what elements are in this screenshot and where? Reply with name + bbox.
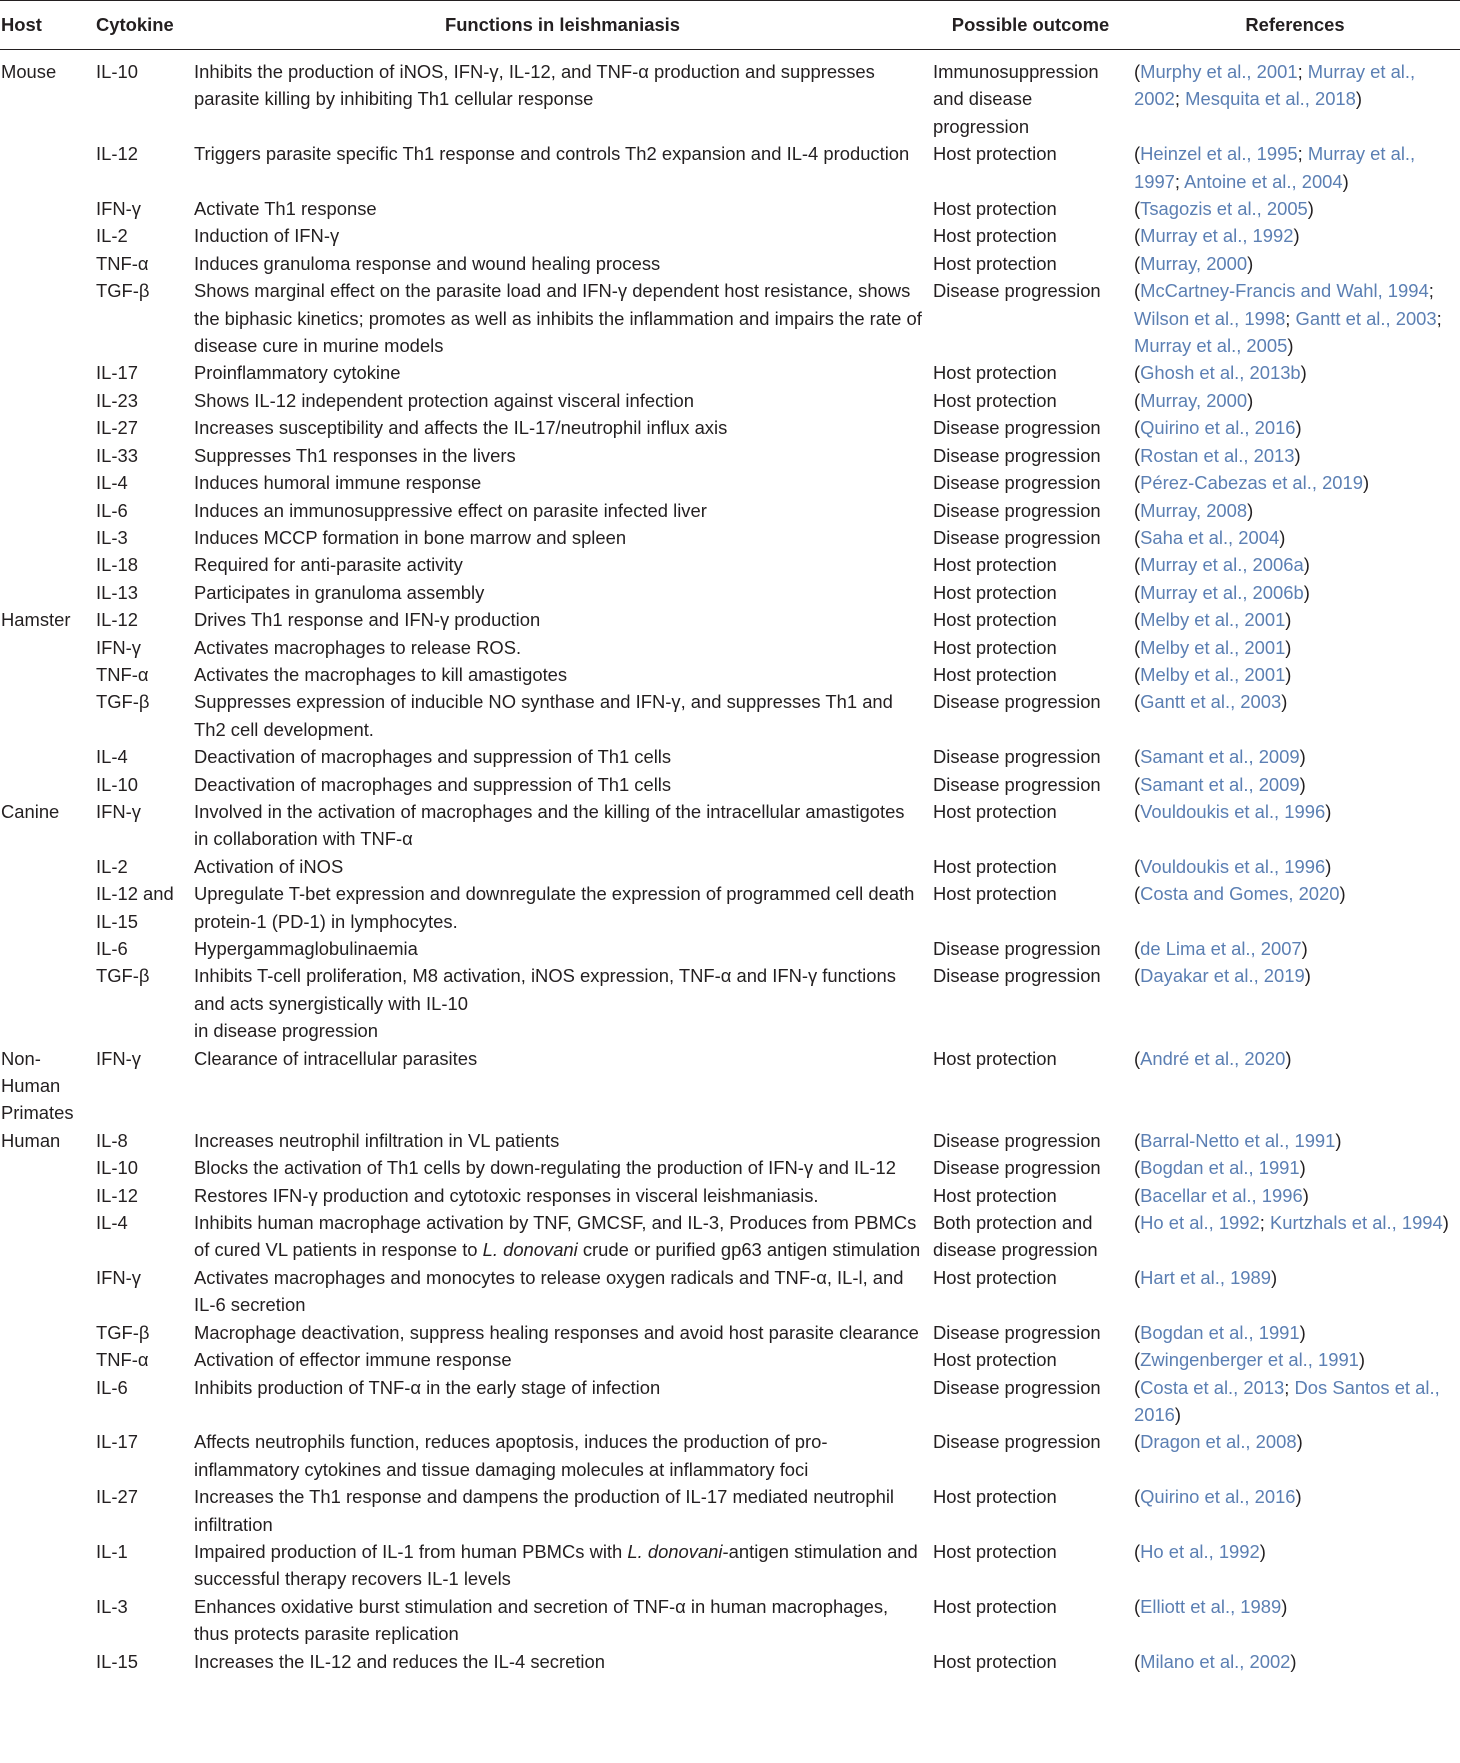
function-cell: Shows IL-12 independent protection against visceral infection (194, 389, 694, 411)
host-cell (0, 277, 92, 359)
references-cell: (Murray et al., 1992) (1134, 225, 1300, 247)
outcome-cell: Disease progression (933, 691, 1101, 713)
references-cell: (Quirino et al., 2016) (1134, 417, 1302, 439)
table-row (0, 497, 1460, 524)
function-cell: Induces humoral immune response (194, 472, 482, 494)
host-cell (0, 771, 92, 798)
function-cell: Macrophage deactivation, suppress healing responses and avoid host parasite clearance (194, 1321, 919, 1343)
cytokine-cell: TGF-β (96, 280, 150, 302)
table-row (0, 1374, 1460, 1429)
function-cell: Deactivation of macrophages and suppression of Th1 cells (194, 746, 672, 768)
function-cell: Induction of IFN-γ (194, 225, 340, 247)
outcome-cell: Disease progression (933, 417, 1101, 439)
table-row (0, 469, 1460, 496)
table-row (0, 1593, 1460, 1648)
references-cell: (Ghosh et al., 2013b) (1134, 362, 1307, 384)
references-cell: (Murray, 2000) (1134, 389, 1254, 411)
references-cell: (Bogdan et al., 1991) (1134, 1321, 1306, 1343)
outcome-cell: Host protection (933, 855, 1057, 877)
cytokine-cell: IFN-γ (96, 1047, 141, 1069)
host-cell (0, 222, 92, 249)
function-cell: Blocks the activation of Th1 cells by down-regulating the production of IFN-γ and IL-12 (194, 1157, 896, 1179)
table-row (0, 1127, 1460, 1154)
references-cell: (Ho et al., 1992; Kurtzhals et al., 1994) (1134, 1212, 1449, 1234)
cytokine-cell: IFN-γ (96, 636, 141, 658)
table-row (0, 798, 1460, 853)
outcome-cell: Disease progression (933, 1376, 1101, 1398)
host-cell (0, 1483, 92, 1538)
outcome-cell: Host protection (933, 1540, 1057, 1562)
function-cell: Hypergammaglobulinaemia (194, 938, 418, 959)
host-cell (0, 1374, 92, 1429)
references-cell: (André et al., 2020) (1134, 1047, 1292, 1069)
cytokine-cell: TNF-α (96, 663, 149, 685)
table-row (0, 935, 1460, 962)
host-cell (0, 1209, 92, 1264)
references-cell: (Rostan et al., 2013) (1134, 444, 1301, 466)
outcome-cell: Disease progression (933, 1431, 1101, 1453)
host-cell (0, 524, 92, 551)
references-cell: (Tsagozis et al., 2005) (1134, 198, 1314, 220)
table-row (0, 195, 1460, 222)
function-cell: Upregulate T-bet expression and downregulate the expression of programmed cell death protein-1 (PD-1) in lymphocytes. (194, 883, 915, 932)
outcome-cell: Host protection (933, 225, 1057, 247)
host-cell (0, 688, 92, 743)
cytokine-cell: IL-4 (96, 1212, 128, 1234)
references-cell: (Heinzel et al., 1995; Murray et al., 1997; Antoine et al., 2004) (1134, 143, 1416, 192)
references-cell: (Samant et al., 2009) (1134, 746, 1306, 768)
references-cell: (Ho et al., 1992) (1134, 1540, 1266, 1562)
cytokine-cell: IL-3 (96, 1595, 128, 1617)
table-row (0, 140, 1460, 195)
references-cell: (Bacellar et al., 1996) (1134, 1184, 1309, 1206)
table-row (0, 1319, 1460, 1346)
outcome-cell: Host protection (933, 883, 1057, 905)
cytokine-cell: IL-3 (96, 526, 128, 548)
outcome-cell: Both protection and disease progression (933, 1212, 1098, 1261)
references-cell: (Hart et al., 1989) (1134, 1266, 1278, 1288)
header-cytokine: Cytokine (92, 1, 194, 50)
host-cell (0, 359, 92, 386)
cytokine-cell: IL-12 (96, 1184, 138, 1206)
table-row (0, 1483, 1460, 1538)
cytokine-cell: IL-17 (96, 362, 138, 384)
outcome-cell: Disease progression (933, 526, 1101, 548)
references-cell: (Dragon et al., 2008) (1134, 1431, 1303, 1453)
function-cell: Shows marginal effect on the parasite load and IFN-γ dependent host resistance, shows the biphasic kinetics; promotes as well as inhibits the inflammation and impairs the rate of disease cure in murine models (194, 280, 922, 357)
outcome-cell: Disease progression (933, 1321, 1101, 1343)
table-row (0, 1264, 1460, 1319)
references-cell: (Bogdan et al., 1991) (1134, 1157, 1306, 1179)
function-cell: Deactivation of macrophages and suppression of Th1 cells (194, 773, 672, 795)
outcome-cell: Disease progression (933, 1129, 1101, 1151)
function-cell: Inhibits production of TNF-α in the early stage of infection (194, 1376, 661, 1398)
table-row (0, 551, 1460, 578)
outcome-cell: Host protection (933, 389, 1057, 411)
cytokine-cell: IL-13 (96, 581, 138, 603)
host-cell (0, 634, 92, 661)
cytokine-cell: IL-1 (96, 1540, 128, 1562)
function-cell: Induces MCCP formation in bone marrow and spleen (194, 526, 627, 548)
host-cell: Human (1, 1129, 61, 1151)
cytokine-cell: IL-23 (96, 389, 138, 411)
host-cell (0, 1182, 92, 1209)
table-row (0, 579, 1460, 606)
outcome-cell: Disease progression (933, 773, 1101, 795)
function-cell: Involved in the activation of macrophages and the killing of the intracellular amastigotes in collaboration with TNF-α (194, 800, 905, 850)
table-row (0, 414, 1460, 441)
host-cell (0, 1538, 92, 1593)
outcome-cell: Disease progression (933, 1157, 1101, 1179)
function-cell: Activate Th1 response (194, 198, 377, 220)
outcome-cell: Host protection (933, 198, 1057, 220)
function-cell: Suppresses expression of inducible NO synthase and IFN-γ, and suppresses Th1 and Th2 cell development. (194, 691, 893, 740)
host-cell (0, 195, 92, 222)
references-cell: (Melby et al., 2001) (1134, 609, 1292, 631)
function-cell: Clearance of intracellular parasites (194, 1047, 478, 1069)
references-cell: (Murray et al., 2006a) (1134, 554, 1310, 576)
table-body (0, 50, 1460, 1675)
cytokine-cell: IL-27 (96, 1486, 138, 1508)
table-row (0, 1154, 1460, 1181)
cytokine-cell: IL-4 (96, 746, 128, 768)
function-cell: Enhances oxidative burst stimulation and secretion of TNF-α in human macrophages, thus protects parasite replication (194, 1595, 889, 1645)
outcome-cell: Host protection (933, 1349, 1057, 1371)
function-cell: Increases the Th1 response and dampens the production of IL-17 mediated neutrophil infiltration (194, 1486, 894, 1535)
host-cell (0, 579, 92, 606)
cytokine-cell: IL-12 (96, 143, 138, 165)
function-cell: Suppresses Th1 responses in the livers (194, 444, 516, 466)
outcome-cell: Host protection (933, 1595, 1057, 1617)
host-cell (0, 1428, 92, 1483)
function-cell: Impaired production of IL-1 from human PBMCs with L. donovani-antigen stimulation and successful therapy recovers IL-1 levels (194, 1540, 918, 1590)
host-cell (0, 935, 92, 962)
cytokine-cell: IL-12 and IL-15 (96, 883, 174, 932)
function-cell: Increases neutrophil infiltration in VL patients (194, 1129, 560, 1151)
table-row (0, 222, 1460, 249)
references-cell: (Melby et al., 2001) (1134, 636, 1292, 658)
table-row (0, 1428, 1460, 1483)
function-cell: Induces an immunosuppressive effect on parasite infected liver (194, 499, 707, 521)
cytokine-cell: TNF-α (96, 252, 149, 274)
table-row (0, 50, 1460, 141)
references-cell: (Quirino et al., 2016) (1134, 1486, 1302, 1508)
cytokine-cell: TNF-α (96, 1349, 149, 1371)
outcome-cell: Immunosuppression and disease progression (933, 61, 1099, 137)
outcome-cell: Disease progression (933, 746, 1101, 768)
function-cell: Increases the IL-12 and reduces the IL-4 secretion (194, 1650, 605, 1672)
table-row (0, 962, 1460, 1044)
cytokine-cell: IL-10 (96, 61, 138, 82)
outcome-cell: Disease progression (933, 472, 1101, 494)
table-row (0, 359, 1460, 386)
cytokine-cell: TGF-β (96, 965, 150, 987)
function-cell: Participates in granuloma assembly (194, 581, 485, 603)
function-cell: Activates macrophages to release ROS. (194, 636, 522, 658)
table-row (0, 771, 1460, 798)
function-cell: Activation of effector immune response (194, 1349, 512, 1371)
references-cell: (Melby et al., 2001) (1134, 663, 1292, 685)
host-cell (0, 880, 92, 935)
table-row (0, 1182, 1460, 1209)
host-cell (0, 1319, 92, 1346)
cytokine-cell: TGF-β (96, 691, 150, 713)
host-cell (0, 1264, 92, 1319)
references-cell: (Vouldoukis et al., 1996) (1134, 800, 1332, 822)
outcome-cell: Host protection (933, 362, 1057, 384)
cytokine-cell: IFN-γ (96, 198, 141, 220)
references-cell: (de Lima et al., 2007) (1134, 938, 1308, 959)
outcome-cell: Host protection (933, 663, 1057, 685)
function-cell: Triggers parasite specific Th1 response and controls Th2 expansion and IL-4 production (194, 143, 910, 165)
cytokine-cell: IL-33 (96, 444, 138, 466)
outcome-cell: Host protection (933, 1486, 1057, 1508)
table-row (0, 1538, 1460, 1593)
host-cell (0, 551, 92, 578)
table-row (0, 1045, 1460, 1127)
function-cell: Required for anti-parasite activity (194, 554, 463, 576)
table-row (0, 277, 1460, 359)
function-cell: Inhibits the production of iNOS, IFN-γ, IL-12, and TNF-α production and suppresses parasite killing by inhibiting Th1 cellular response (194, 61, 875, 110)
outcome-cell: Host protection (933, 554, 1057, 576)
cytokine-cell: IL-2 (96, 225, 128, 247)
host-cell: Mouse (1, 61, 57, 82)
references-cell: (Costa et al., 2013; Dos Santos et al., 2016) (1134, 1376, 1440, 1425)
function-cell: Inhibits T-cell proliferation, M8 activation, iNOS expression, TNF-α and IFN-γ functions and acts synergistically with IL-10 in disease progression (194, 965, 896, 1042)
table-row (0, 853, 1460, 880)
outcome-cell: Host protection (933, 1650, 1057, 1672)
references-cell: (McCartney-Francis and Wahl, 1994; Wilson et al., 1998; Gantt et al., 2003; Murray et al., 2005) (1134, 280, 1442, 357)
host-cell (0, 1648, 92, 1675)
outcome-cell: Disease progression (933, 444, 1101, 466)
host-cell (0, 853, 92, 880)
outcome-cell: Host protection (933, 636, 1057, 658)
outcome-cell: Disease progression (933, 499, 1101, 521)
table-row (0, 250, 1460, 277)
cytokine-cell: IL-12 (96, 609, 138, 631)
function-cell: Affects neutrophils function, reduces apoptosis, induces the production of pro-inflammatory cytokines and tissue damaging molecules at inflammatory foci (194, 1431, 828, 1480)
header-host: Host (0, 1, 92, 50)
cytokine-cell: IL-18 (96, 554, 138, 576)
references-cell: (Samant et al., 2009) (1134, 773, 1306, 795)
cytokine-cell: IFN-γ (96, 800, 141, 822)
host-cell (0, 661, 92, 688)
table-row (0, 688, 1460, 743)
cytokine-cell: IL-17 (96, 1431, 138, 1453)
cytokine-cell: TGF-β (96, 1321, 150, 1343)
outcome-cell: Host protection (933, 609, 1057, 631)
outcome-cell: Host protection (933, 252, 1057, 274)
outcome-cell: Host protection (933, 1047, 1057, 1069)
references-cell: (Murray, 2008) (1134, 499, 1254, 521)
references-cell: (Costa and Gomes, 2020) (1134, 883, 1346, 905)
cytokine-cell: IL-8 (96, 1129, 128, 1151)
references-cell: (Murray, 2000) (1134, 252, 1254, 274)
table-row (0, 1346, 1460, 1373)
cytokine-cell: IL-2 (96, 855, 128, 877)
header-outcome: Possible outcome (931, 1, 1130, 50)
cytokine-cell: IL-10 (96, 773, 138, 795)
table-row (0, 1209, 1460, 1264)
host-cell: Canine (1, 800, 60, 822)
cytokine-cell: IL-6 (96, 938, 128, 959)
host-cell (0, 1346, 92, 1373)
function-cell: Drives Th1 response and IFN-γ production (194, 609, 541, 631)
references-cell: (Zwingenberger et al., 1991) (1134, 1349, 1366, 1371)
outcome-cell: Disease progression (933, 938, 1101, 959)
function-cell: Induces granuloma response and wound healing process (194, 252, 661, 274)
references-cell: (Murray et al., 2006b) (1134, 581, 1310, 603)
table-row (0, 880, 1460, 935)
host-cell (0, 962, 92, 1044)
cytokine-cell: IL-15 (96, 1650, 138, 1672)
function-cell: Restores IFN-γ production and cytotoxic responses in visceral leishmaniasis. (194, 1184, 819, 1206)
header-references: References (1130, 1, 1460, 50)
host-cell (0, 1154, 92, 1181)
references-cell: (Pérez-Cabezas et al., 2019) (1134, 472, 1370, 494)
host-cell: Hamster (1, 609, 71, 631)
references-cell: (Milano et al., 2002) (1134, 1650, 1297, 1672)
outcome-cell: Host protection (933, 1266, 1057, 1288)
references-cell: (Elliott et al., 1989) (1134, 1595, 1288, 1617)
host-cell (0, 250, 92, 277)
table-row (0, 661, 1460, 688)
host-cell: Non-Human Primates (1, 1047, 74, 1124)
function-cell: Activates macrophages and monocytes to release oxygen radicals and TNF-α, IL-l, and IL-6 secretion (194, 1266, 904, 1316)
function-cell: Proinflammatory cytokine (194, 362, 401, 384)
cytokine-cell: IL-6 (96, 1376, 128, 1398)
cytokine-cell: IL-27 (96, 417, 138, 439)
header-functions: Functions in leishmaniasis (194, 1, 931, 50)
cytokine-cell: IL-6 (96, 499, 128, 521)
table-row (0, 387, 1460, 414)
host-cell (0, 414, 92, 441)
host-cell (0, 140, 92, 195)
table-row (0, 634, 1460, 661)
host-cell (0, 442, 92, 469)
function-cell: Activates the macrophages to kill amastigotes (194, 663, 568, 685)
header-row (0, 1, 1460, 50)
cytokine-cell: IL-4 (96, 472, 128, 494)
table-row (0, 524, 1460, 551)
function-cell: Increases susceptibility and affects the IL-17/neutrophil influx axis (194, 417, 728, 439)
host-cell (0, 1593, 92, 1648)
host-cell (0, 497, 92, 524)
outcome-cell: Disease progression (933, 280, 1101, 302)
cytokine-cell: IL-10 (96, 1157, 138, 1179)
table-row (0, 743, 1460, 770)
references-cell: (Barral-Netto et al., 1991) (1134, 1129, 1342, 1151)
table-row (0, 1648, 1460, 1675)
outcome-cell: Host protection (933, 143, 1057, 165)
table-row (0, 442, 1460, 469)
references-cell: (Dayakar et al., 2019) (1134, 965, 1311, 987)
table-header (0, 1, 1460, 50)
host-cell (0, 387, 92, 414)
host-cell (0, 469, 92, 496)
outcome-cell: Host protection (933, 800, 1057, 822)
references-cell: (Murphy et al., 2001; Murray et al., 2002; Mesquita et al., 2018) (1134, 61, 1416, 110)
references-cell: (Saha et al., 2004) (1134, 526, 1286, 548)
function-cell: Inhibits human macrophage activation by TNF, GMCSF, and IL-3, Produces from PBMCs of cured VL patients in response to L. donovani crude or purified gp63 antigen stimulation (194, 1212, 921, 1261)
host-cell (0, 743, 92, 770)
outcome-cell: Disease progression (933, 965, 1101, 987)
table-row (0, 606, 1460, 633)
outcome-cell: Host protection (933, 581, 1057, 603)
outcome-cell: Host protection (933, 1184, 1057, 1206)
cytokine-cell: IFN-γ (96, 1266, 141, 1288)
function-cell: Activation of iNOS (194, 855, 344, 877)
references-cell: (Vouldoukis et al., 1996) (1134, 855, 1332, 877)
references-cell: (Gantt et al., 2003) (1134, 691, 1288, 713)
